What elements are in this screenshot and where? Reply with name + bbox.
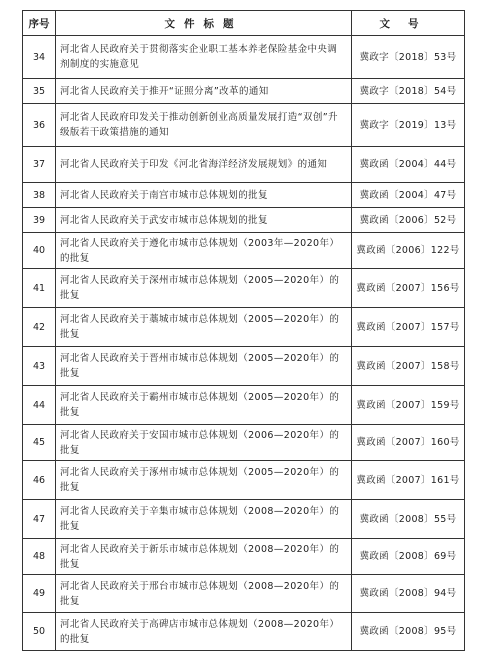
row-document-number: 冀政字〔2019〕13号 [352, 104, 465, 147]
row-document-number: 冀政函〔2008〕95号 [352, 613, 465, 651]
row-document-number: 冀政函〔2006〕122号 [352, 233, 465, 269]
row-title: 河北省人民政府关于霸州市城市总体规划（2005—2020年）的批复 [56, 386, 352, 425]
row-document-number: 冀政函〔2007〕157号 [352, 308, 465, 347]
row-title: 河北省人民政府关于涿州市城市总体规划（2005—2020年）的批复 [56, 461, 352, 500]
row-title: 河北省人民政府关于深州市城市总体规划（2005—2020年）的批复 [56, 269, 352, 308]
row-title: 河北省人民政府关于高碑店市城市总体规划（2008—2020年）的批复 [56, 613, 352, 651]
table-row [23, 461, 465, 500]
table-row [23, 233, 465, 269]
row-number: 36 [23, 104, 56, 147]
row-document-number: 冀政字〔2018〕53号 [352, 36, 465, 79]
row-title: 河北省人民政府关于推开“证照分离”改革的通知 [56, 79, 352, 104]
row-number: 43 [23, 347, 56, 386]
row-document-number: 冀政函〔2007〕161号 [352, 461, 465, 500]
table-row [23, 36, 465, 79]
row-number: 42 [23, 308, 56, 347]
table-row [23, 79, 465, 104]
row-title: 河北省人民政府关于武安市城市总体规划的批复 [56, 208, 352, 233]
table-row [23, 183, 465, 208]
row-document-number: 冀政函〔2007〕158号 [352, 347, 465, 386]
row-number: 49 [23, 575, 56, 613]
row-document-number: 冀政函〔2007〕156号 [352, 269, 465, 308]
row-document-number: 冀政函〔2008〕69号 [352, 539, 465, 575]
row-number: 45 [23, 425, 56, 461]
row-title: 河北省人民政府关于印发《河北省海洋经济发展规划》的通知 [56, 147, 352, 183]
table-row [23, 269, 465, 308]
row-title: 河北省人民政府关于辛集市城市总体规划（2008—2020年）的批复 [56, 500, 352, 539]
table-row [23, 104, 465, 147]
row-title: 河北省人民政府关于遵化市城市总体规划（2003年—2020年）的批复 [56, 233, 352, 269]
row-number: 48 [23, 539, 56, 575]
table-row [23, 208, 465, 233]
row-number: 50 [23, 613, 56, 651]
row-title: 河北省人民政府关于安国市城市总体规划（2006—2020年）的批复 [56, 425, 352, 461]
row-number: 38 [23, 183, 56, 208]
table-row [23, 347, 465, 386]
row-number: 41 [23, 269, 56, 308]
row-title: 河北省人民政府关于新乐市城市总体规划（2008—2020年）的批复 [56, 539, 352, 575]
row-document-number: 冀政函〔2007〕160号 [352, 425, 465, 461]
row-document-number: 冀政字〔2018〕54号 [352, 79, 465, 104]
table-row [23, 575, 465, 613]
row-number: 40 [23, 233, 56, 269]
row-number: 37 [23, 147, 56, 183]
document-table [22, 10, 465, 651]
table-row [23, 425, 465, 461]
row-number: 35 [23, 79, 56, 104]
table-row [23, 613, 465, 651]
row-document-number: 冀政函〔2004〕47号 [352, 183, 465, 208]
row-title: 河北省人民政府印发关于推动创新创业高质量发展打造“双创”升级版若干政策措施的通知 [56, 104, 352, 147]
table-row [23, 308, 465, 347]
row-document-number: 冀政函〔2008〕94号 [352, 575, 465, 613]
row-title: 河北省人民政府关于南宫市城市总体规划的批复 [56, 183, 352, 208]
row-document-number: 冀政函〔2004〕44号 [352, 147, 465, 183]
header-number: 序号 [23, 11, 56, 36]
table-row [23, 147, 465, 183]
table-row [23, 386, 465, 425]
header-row [23, 11, 465, 36]
row-document-number: 冀政函〔2008〕55号 [352, 500, 465, 539]
row-document-number: 冀政函〔2006〕52号 [352, 208, 465, 233]
header-title: 文件标题 [56, 11, 352, 36]
table-row [23, 539, 465, 575]
row-title: 河北省人民政府关于贯彻落实企业职工基本养老保险基金中央调剂制度的实施意见 [56, 36, 352, 79]
row-number: 44 [23, 386, 56, 425]
row-number: 47 [23, 500, 56, 539]
row-title: 河北省人民政府关于晋州市城市总体规划（2005—2020年）的批复 [56, 347, 352, 386]
table-row [23, 500, 465, 539]
row-title: 河北省人民政府关于邢台市城市总体规划（2008—2020年）的批复 [56, 575, 352, 613]
row-number: 39 [23, 208, 56, 233]
table-body [23, 36, 465, 651]
header-document-number: 文号 [352, 11, 465, 36]
row-number: 34 [23, 36, 56, 79]
table-header [23, 11, 465, 36]
row-number: 46 [23, 461, 56, 500]
row-document-number: 冀政函〔2007〕159号 [352, 386, 465, 425]
row-title: 河北省人民政府关于藁城市城市总体规划（2005—2020年）的批复 [56, 308, 352, 347]
